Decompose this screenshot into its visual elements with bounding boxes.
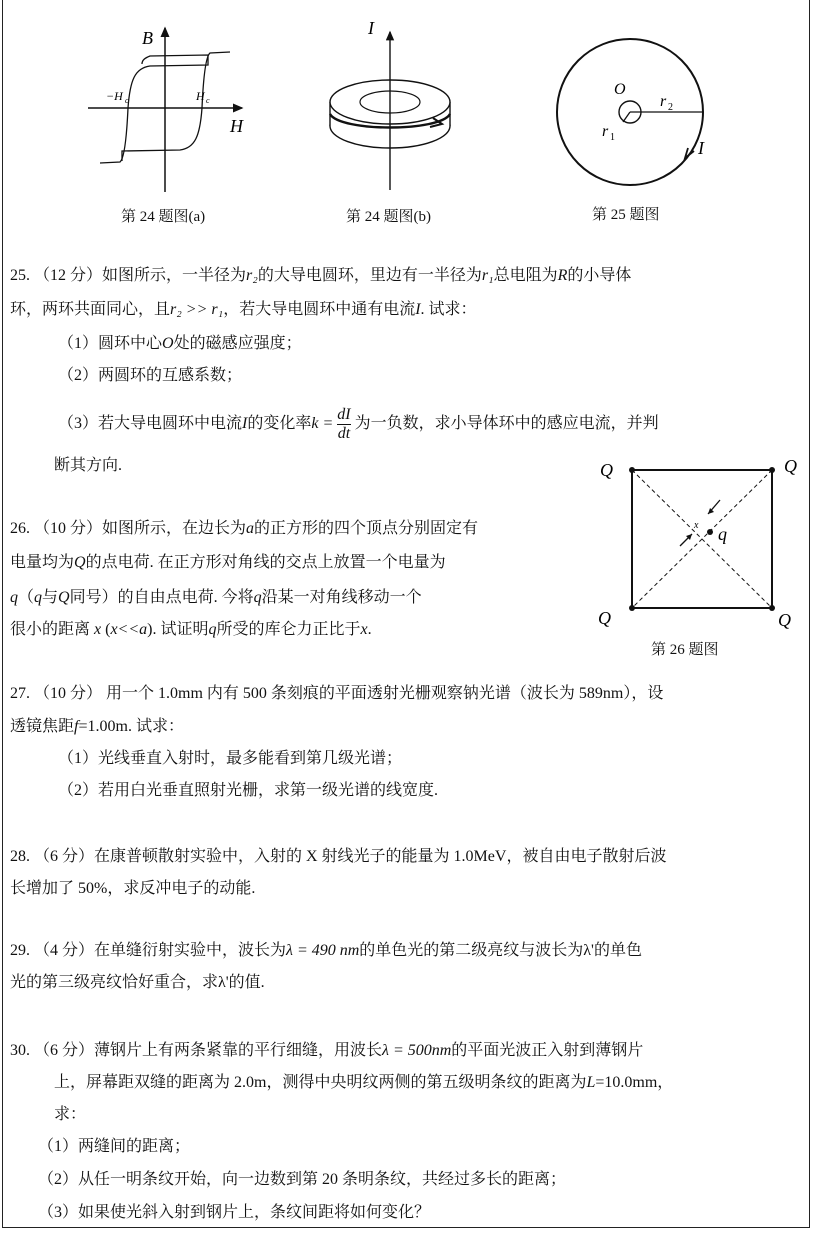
q-br: Q — [778, 610, 791, 630]
q25-sub3-cont: 断其方向. — [54, 457, 123, 474]
fig24a-caption: 第 24 题图(a) — [121, 209, 206, 225]
hc-label: H — [196, 89, 205, 103]
neg-hc-label: −H — [106, 89, 123, 103]
fig26-caption: 第 26 题图 — [651, 642, 719, 658]
q-bl: Q — [598, 608, 611, 628]
q30-sub1: （1）两缝间的距离； — [38, 1138, 191, 1155]
fig26-square-charges-diagram — [592, 452, 807, 632]
q30-line1: 30. （6 分）薄钢片上有两条紧靠的平行细缝，用波长λ = 500nm的平面光波正入射到薄钢片 — [10, 1042, 644, 1059]
dI-dt-fraction: $\frac{dI}{dt}$ — [337, 405, 351, 442]
h-label: H — [230, 116, 243, 136]
x-label: x — [694, 520, 699, 531]
hc-sub: c — [206, 96, 210, 105]
q28-line1: 28. （6 分）在康普顿散射实验中，入射的 X 射线光子的能量为 1.0MeV，被自由电子散射后波 — [10, 848, 667, 865]
current-label: I — [368, 18, 374, 38]
r2-sub: 2 — [668, 102, 673, 113]
q30-line2: 上，屏幕距双缝的距离为 2.0m，测得中央明纹两侧的第五级明条纹的距离为L=10.0mm， — [54, 1074, 674, 1091]
q26-line2: 电量均为Q的点电荷. 在正方形对角线的交点上放置一个电量为 — [10, 554, 446, 571]
q25-line1: 25. （12 分）如图所示，一半径为r₂的大导电圆环，里边有一半径为r₁总电阻为R的小导体 — [10, 267, 632, 284]
q29-line1: 29. （4 分）在单缝衍射实验中，波长为λ = 490 nm的单色光的第二级亮纹与波长为λ'的单色 — [10, 942, 642, 959]
q30-sub2: （2）从任一明条纹开始，向一边数到第 20 条明条纹，共经过多长的距离； — [38, 1171, 567, 1188]
center-o-label: O — [614, 81, 626, 98]
q-tr: Q — [784, 456, 797, 476]
q25-sub3: （3）若大导电圆环中电流I的变化率k = $\frac{dI}{dt}$ 为一负数，求小导体环中的感应电流，并判 — [58, 405, 659, 442]
q25-sub2: （2）两圆环的互感系数； — [58, 367, 243, 384]
r1-label: r — [602, 123, 609, 140]
q30-line3: 求： — [54, 1106, 87, 1123]
q-tl: Q — [600, 460, 613, 480]
q26-line1: 26. （10 分）如图所示，在边长为a的正方形的四个顶点分别固定有 — [10, 520, 479, 537]
q28-line2: 长增加了 50%，求反冲电子的动能. — [10, 880, 256, 897]
fig24a-hysteresis-diagram — [80, 20, 250, 195]
current-label: I — [698, 138, 704, 158]
neg-hc-sub: c — [125, 96, 129, 105]
fig24b-ring-diagram — [320, 14, 460, 194]
r1-sub: 1 — [610, 132, 615, 143]
q27-line1: 27. （10 分） 用一个 1.0mm 内有 500 条刻痕的平面透射光栅观察钠光谱（波长为 589nm），设 — [10, 685, 664, 702]
fig24b-caption: 第 24 题图(b) — [346, 209, 431, 225]
b-label: B — [142, 28, 153, 48]
q25-line2: 环，两环共面同心，且r₂ >> r₁，若大导电圆环中通有电流I. 试求： — [10, 301, 477, 318]
r2-label: r — [660, 93, 667, 110]
fig25-rings-diagram — [548, 30, 718, 200]
q30-sub3: （3）如果使光斜入射到钢片上，条纹间距将如何变化？ — [38, 1204, 431, 1221]
q29-line2: 光的第三级亮纹恰好重合，求λ'的值. — [10, 974, 265, 991]
q26-line4: 很小的距离 x (x<<a). 试证明q所受的库仑力正比于x. — [10, 621, 372, 638]
q-label: q — [718, 524, 727, 544]
q26-line3: q（q与Q同号）的自由点电荷. 今将q沿某一对角线移动一个 — [10, 589, 422, 606]
fig25-caption: 第 25 题图 — [592, 207, 660, 223]
q27-sub2: （2）若用白光垂直照射光栅，求第一级光谱的线宽度. — [58, 782, 439, 799]
q27-line2: 透镜焦距f=1.00m. 试求： — [10, 718, 184, 735]
q27-sub1: （1）光线垂直入射时，最多能看到第几级光谱； — [58, 750, 403, 767]
q25-sub1: （1）圆环中心O处的磁感应强度； — [58, 335, 302, 352]
